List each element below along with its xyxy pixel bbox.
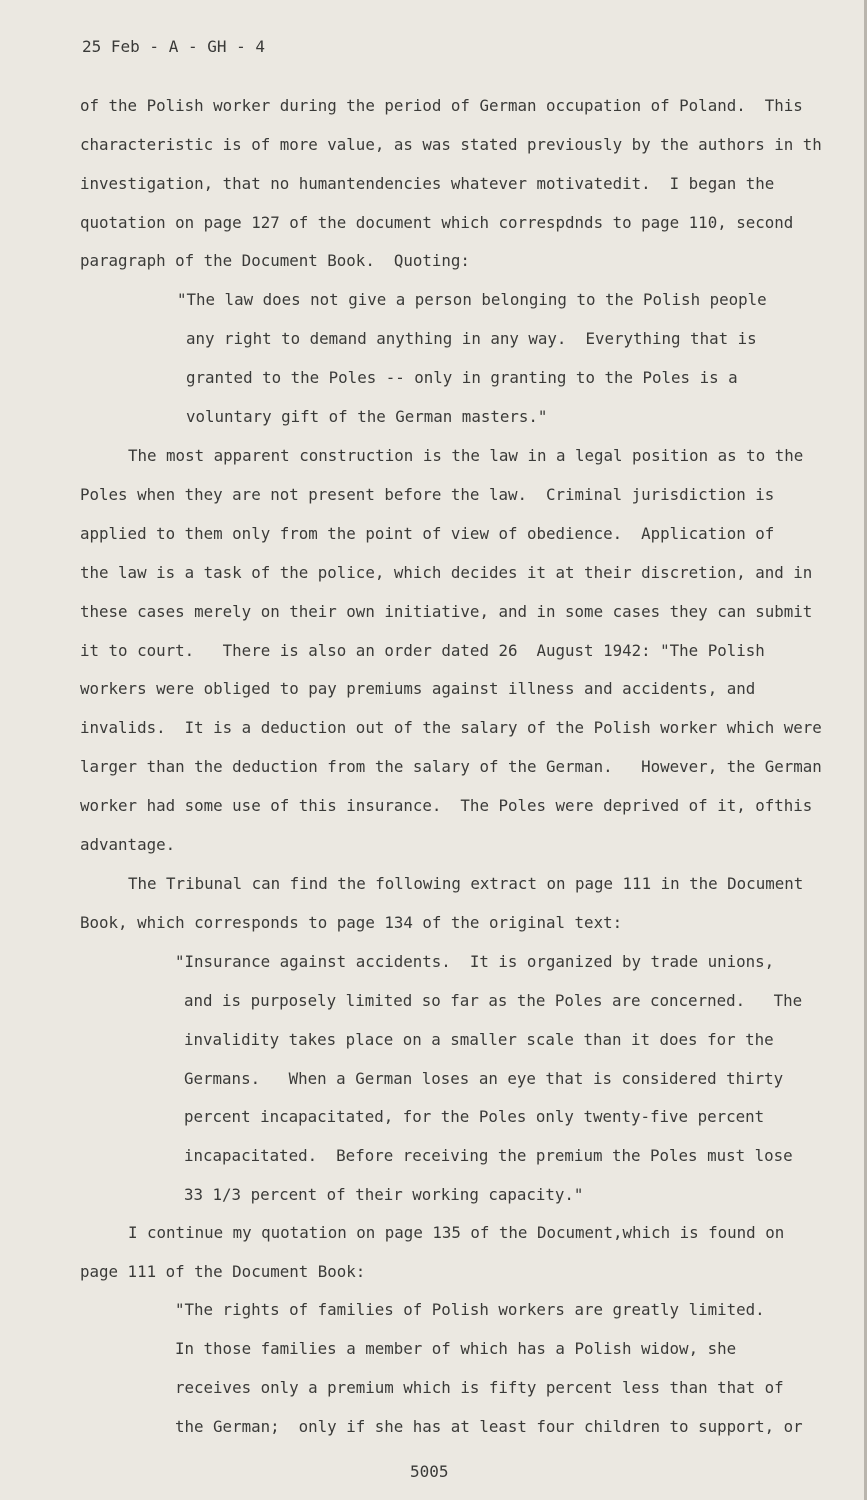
text-line: Poles when they are not present before the law. Criminal jurisdiction is bbox=[80, 485, 775, 504]
text-line: larger than the deduction from the salary of the German. However, the German bbox=[80, 757, 822, 776]
text-line: worker had some use of this insurance. The Poles were deprived of it, ofthis bbox=[80, 796, 813, 815]
text-line: quotation on page 127 of the document which correspdnds to page 110, second bbox=[80, 213, 794, 232]
quote-line: incapacitated. Before receiving the premium the Poles must lose bbox=[184, 1146, 793, 1165]
quote-line: 33 1/3 percent of their working capacity." bbox=[184, 1185, 584, 1204]
text-line: I continue my quotation on page 135 of the Document,which is found on bbox=[128, 1223, 785, 1242]
text-line: it to court. There is also an order dated 26 August 1942: "The Polish bbox=[80, 641, 765, 660]
text-line: these cases merely on their own initiative, and in some cases they can submit bbox=[80, 602, 813, 621]
text-line: invalids. It is a deduction out of the salary of the Polish worker which were bbox=[80, 718, 822, 737]
quote-line: receives only a premium which is fifty percent less than that of bbox=[175, 1378, 784, 1397]
text-line: applied to them only from the point of view of obedience. Application of bbox=[80, 524, 775, 543]
quote-line: "The rights of families of Polish workers are greatly limited. bbox=[175, 1300, 765, 1319]
text-line: The Tribunal can find the following extract on page 111 in the Document bbox=[128, 874, 804, 893]
text-line: advantage. bbox=[80, 835, 176, 854]
text-line: the law is a task of the police, which decides it at their discretion, and in bbox=[80, 563, 813, 582]
quote-line: and is purposely limited so far as the Poles are concerned. The bbox=[184, 991, 803, 1010]
text-line: paragraph of the Document Book. Quoting: bbox=[80, 251, 470, 270]
quote-line: "Insurance against accidents. It is organized by trade unions, bbox=[175, 952, 775, 971]
quote-line: the German; only if she has at least four children to support, or bbox=[175, 1417, 803, 1436]
quote-line: In those families a member of which has a Polish widow, she bbox=[175, 1339, 737, 1358]
page-header: 25 Feb - A - GH - 4 bbox=[82, 37, 266, 56]
text-line: workers were obliged to pay premiums against illness and accidents, and bbox=[80, 679, 756, 698]
quote-line: invalidity takes place on a smaller scale than it does for the bbox=[184, 1030, 774, 1049]
text-line: investigation, that no humantendencies whatever motivatedit. I began the bbox=[80, 174, 775, 193]
text-line: page 111 of the Document Book: bbox=[80, 1262, 366, 1281]
text-line: of the Polish worker during the period of German occupation of Poland. This bbox=[80, 96, 803, 115]
text-line: The most apparent construction is the law in a legal position as to the bbox=[128, 446, 804, 465]
quote-line: percent incapacitated, for the Poles only twenty-five percent bbox=[184, 1107, 765, 1126]
quote-line: "The law does not give a person belonging to the Polish people bbox=[177, 290, 767, 309]
quote-line: voluntary gift of the German masters." bbox=[186, 407, 548, 426]
quote-line: granted to the Poles -- only in granting to the Poles is a bbox=[186, 368, 738, 387]
text-line: Book, which corresponds to page 134 of the original text: bbox=[80, 913, 623, 932]
quote-line: Germans. When a German loses an eye that is considered thirty bbox=[184, 1069, 784, 1088]
text-line: characteristic is of more value, as was stated previously by the authors in th bbox=[80, 135, 822, 154]
quote-line: any right to demand anything in any way. Everything that is bbox=[186, 329, 757, 348]
page-number: 5005 bbox=[410, 1462, 449, 1481]
